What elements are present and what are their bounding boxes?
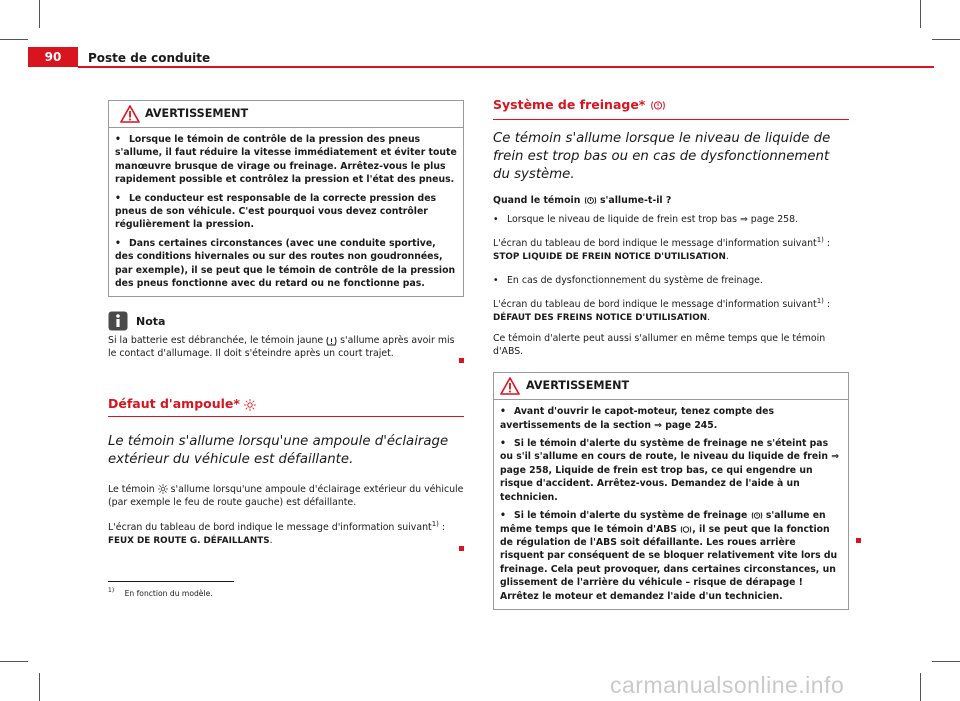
warning-header bbox=[494, 373, 848, 400]
warning-header bbox=[109, 101, 463, 128]
end-marker bbox=[459, 358, 464, 363]
bulb-icon bbox=[158, 484, 168, 494]
footnote-mark: 1) bbox=[108, 587, 115, 594]
warning-item: • Avant d'ouvrir le capot-moteur, tenez compte des avertissements de la section ⇒ page 245. bbox=[500, 406, 774, 431]
warning-item: • Le conducteur est responsable de la correcte pression des pneus de son véhicule. C'est pourquoi vous devez contrôler régulièrement la pression. bbox=[115, 192, 437, 231]
bulb-paragraph: Le témoin s'allume lorsqu'une ampoule d'éclairage extérieur du véhicule (par exemple le feu de route gauche) est défaillante. bbox=[108, 483, 464, 508]
footnote-text: En fonction du modèle. bbox=[124, 588, 213, 598]
section-title: Défaut d'ampoule* bbox=[108, 397, 464, 417]
bullet: • bbox=[115, 237, 121, 249]
warning-item: • Si le témoin d'alerte du système de freinage ne s'éteint pas ou s'il s'allume en cours de route, le niveau du liquide de frein ⇒ page 258, Liquide de frein est trop bas, ce qui engendre un risque d'accident. Arrêtez-vous. Demandez de l'aide à un technicien. bbox=[500, 438, 839, 503]
warning-title: AVERTISSEMENT bbox=[526, 379, 630, 393]
crop-mark bbox=[39, 673, 40, 701]
crop-mark bbox=[932, 661, 960, 662]
warning-triangle-icon bbox=[120, 105, 140, 123]
abs-icon bbox=[680, 525, 692, 534]
bullet: • bbox=[500, 406, 506, 418]
footnote-rule bbox=[108, 581, 234, 582]
section-lead: Ce témoin s'allume lorsque le niveau de liquide de frein est trop bas ou en cas de dysfonctionnement du système. bbox=[493, 131, 831, 182]
left-column bbox=[108, 100, 464, 555]
bullet: • bbox=[493, 275, 499, 287]
bullet: • bbox=[493, 214, 499, 225]
footnote bbox=[108, 587, 213, 598]
end-marker bbox=[856, 538, 861, 543]
bullet: • bbox=[115, 134, 121, 145]
footnote-ref[interactable]: 1) bbox=[431, 519, 439, 528]
tire-pressure-icon bbox=[326, 336, 337, 346]
note-title: Nota bbox=[136, 314, 166, 328]
note-text: Si la batterie est débranchée, le témoin jaune s'allume après avoir mis le contact d'allumage. Il doit s'éteindre après un court trajet. bbox=[108, 335, 455, 360]
bulb-section bbox=[108, 397, 464, 555]
bullet: • bbox=[500, 510, 506, 522]
crop-mark bbox=[920, 0, 921, 28]
message-paragraph: L'écran du tableau de bord indique le message d'information suivant$^{1)}$ : DÉFAUT DES FREINS NOTICE D'UTILISATION. bbox=[493, 297, 831, 324]
warning-body bbox=[494, 400, 848, 609]
crop-mark bbox=[932, 39, 960, 40]
brake-icon bbox=[751, 511, 763, 520]
watermark: carmanualsonline.info bbox=[610, 672, 845, 698]
brake-icon bbox=[584, 196, 597, 205]
message-paragraph: L'écran du tableau de bord indique le message d'information suivant$^{1)}$ : STOP LIQUIDE DE FREIN NOTICE D'UTILISATION. bbox=[493, 236, 831, 263]
question-heading: Quand le témoin s'allume-t-il ? bbox=[493, 195, 672, 206]
crop-mark bbox=[39, 0, 40, 28]
info-icon bbox=[108, 311, 128, 331]
footnote-ref[interactable]: 1) bbox=[816, 297, 824, 306]
warning-item: • Si le témoin d'alerte du système de freinage s'allume en même temps que le témoin d'ABS , il se peut que la fonction de régulation de l'ABS soit défaillante. Les roues arrière risquent par conséquent de se bloquer relativement vite lors du freinage. Cela peut provoquer, dans certaines circonstances, un glissement de l'arrière du véhicule – risque de dérapage ! Arrêtez le moteur et demandez l'aide d'un technicien. bbox=[500, 510, 838, 602]
note-block bbox=[108, 311, 464, 367]
warning-body bbox=[109, 128, 463, 296]
brake-warning-icon bbox=[650, 100, 666, 111]
warning-triangle-icon bbox=[500, 377, 520, 395]
abs-note: Ce témoin d'alerte peut aussi s'allumer en même temps que le témoin d'ABS. bbox=[493, 333, 826, 358]
bullet: • bbox=[500, 438, 506, 450]
warning-title: AVERTISSEMENT bbox=[145, 107, 249, 120]
page-number: 90 bbox=[44, 50, 62, 64]
crop-mark bbox=[0, 39, 28, 40]
section-title: Système de freinage* bbox=[493, 98, 849, 120]
section-lead: Le témoin s'allume lorsqu'une ampoule d'éclairage extérieur du véhicule est défaillante. bbox=[108, 433, 449, 467]
info-message: STOP LIQUIDE DE FREIN NOTICE D'UTILISATION bbox=[493, 252, 726, 263]
footnote-ref[interactable]: 1) bbox=[816, 236, 824, 244]
info-message: FEUX DE ROUTE G. DÉFAILLANTS bbox=[108, 536, 270, 547]
header-rule bbox=[78, 66, 934, 68]
bullet: • bbox=[115, 192, 121, 204]
warning-box bbox=[108, 100, 464, 297]
warning-item: • Dans certaines circonstances (avec une conduite sportive, des conditions hivernales ou sur des routes non goudronnées, par exemple), il se peut que le témoin de contrôle de la pression des pneus fonctionne avec du retard ou ne fonctionne pas. bbox=[115, 237, 456, 290]
bulb-warning-icon bbox=[244, 399, 256, 411]
end-marker bbox=[459, 546, 464, 551]
list-item: • Lorsque le niveau de liquide de frein est trop bas ⇒ page 258. bbox=[493, 214, 799, 225]
page-title: Poste de conduite bbox=[88, 51, 211, 65]
warning-box bbox=[493, 372, 849, 610]
bulb-message-paragraph: L'écran du tableau de bord indique le message d'information suivant$^{1)}$ : FEUX DE ROUTE G. DÉFAILLANTS. bbox=[108, 519, 446, 547]
list-item: • En cas de dysfonctionnement du système de freinage. bbox=[493, 275, 763, 287]
crop-mark bbox=[920, 673, 921, 701]
warning-item: • Lorsque le témoin de contrôle de la pression des pneus s'allume, il faut réduire la vitesse immédiatement et éviter toute manœuvre brusque de virage ou freinage. Arrêtez-vous le plus rapidement possible et contrôlez la pression et l'état des pneus. bbox=[115, 134, 457, 186]
crop-mark bbox=[0, 661, 28, 662]
right-column bbox=[493, 98, 849, 610]
info-message: DÉFAUT DES FREINS NOTICE D'UTILISATION bbox=[493, 313, 708, 324]
